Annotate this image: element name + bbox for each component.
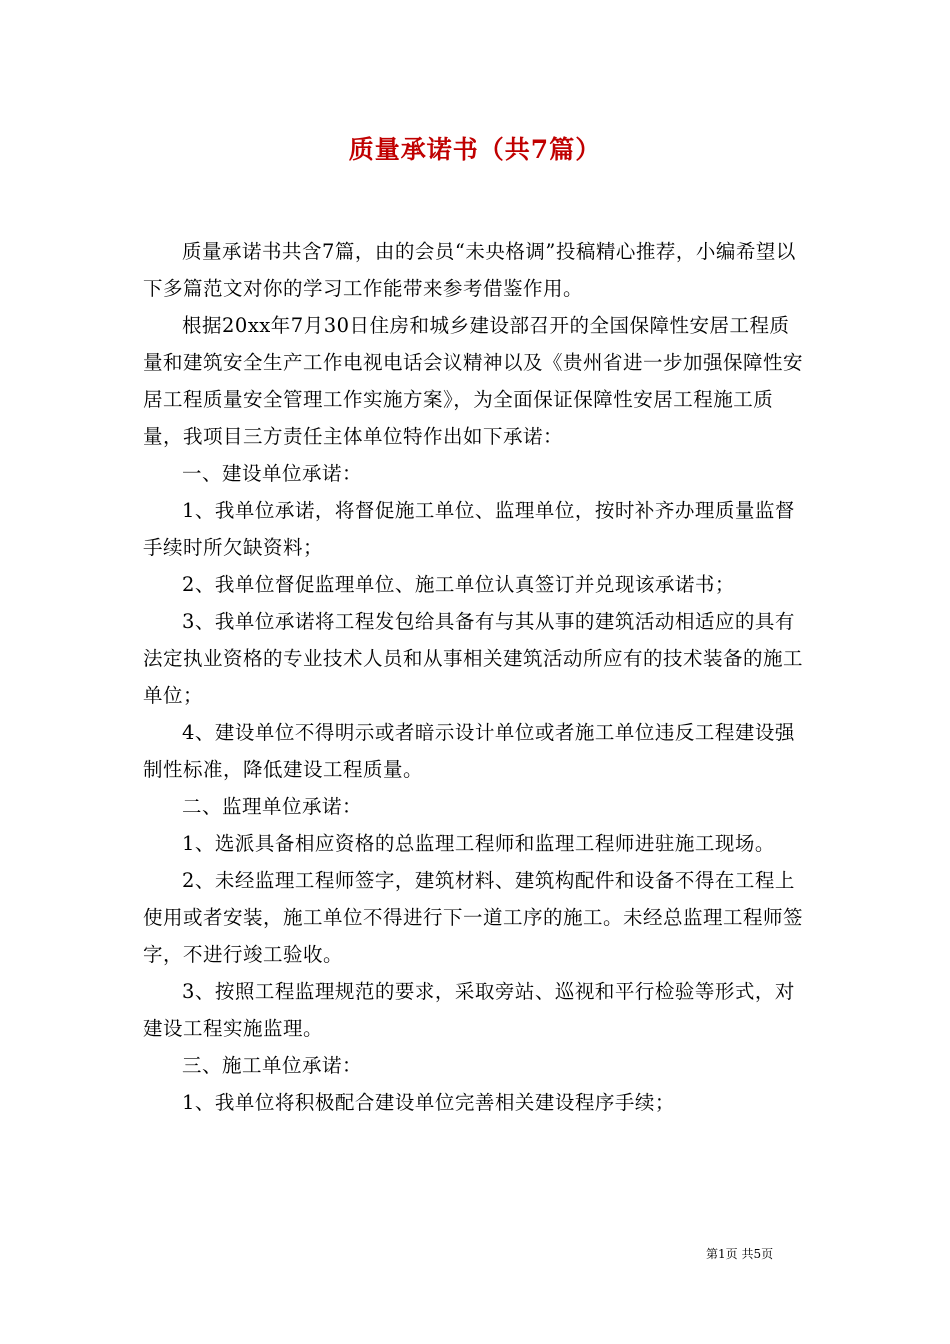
construction-item-4: 4、建设单位不得明示或者暗示设计单位或者施工单位违反工程建设强制性标准，降低建设工程质量。 <box>143 721 795 781</box>
section-heading-contractor-unit: 三、施工单位承诺： <box>182 1054 363 1077</box>
construction-item-3: 3、我单位承诺将工程发包给具备有与其从事的建筑活动相适应的具有法定执业资格的专业技术人员和从事相关建筑活动所应有的技术装备的施工单位； <box>143 610 804 707</box>
contractor-item-1: 1、我单位将积极配合建设单位完善相关建设程序手续； <box>182 1091 675 1114</box>
document-title: 质量承诺书（共7篇） <box>348 135 602 164</box>
document-body <box>143 233 808 1121</box>
section-heading-supervision-unit: 二、监理单位承诺： <box>182 795 363 818</box>
supervision-item-3: 3、按照工程监理规范的要求，采取旁站、巡视和平行检验等形式，对建设工程实施监理。 <box>143 980 795 1040</box>
background-paragraph: 根据20xx年7月30日住房和城乡建设部召开的全国保障性安居工程质量和建筑安全生产工作电视电话会议精神以及《贵州省进一步加强保障性安居工程质量安全管理工作实施方案》，为全面保证保障性安居工程施工质量，我项目三方责任主体单位特作出如下承诺： <box>143 314 804 448</box>
supervision-item-2: 2、未经监理工程师签字，建筑材料、建筑构配件和设备不得在工程上使用或者安装，施工单位不得进行下一道工序的施工。未经总监理工程师签字，不进行竣工验收。 <box>143 869 804 966</box>
construction-item-1: 1、我单位承诺，将督促施工单位、监理单位，按时补齐办理质量监督手续时所欠缺资料； <box>143 499 795 559</box>
construction-item-2: 2、我单位督促监理单位、施工单位认真签订并兑现该承诺书； <box>182 573 735 596</box>
supervision-item-1: 1、选派具备相应资格的总监理工程师和监理工程师进驻施工现场。 <box>182 832 775 855</box>
intro-paragraph: 质量承诺书共含7篇，由的会员“未央格调”投稿精心推荐，小编希望以下多篇范文对你的学习工作能带来参考借鉴作用。 <box>143 240 796 300</box>
section-heading-construction-unit: 一、建设单位承诺： <box>182 462 363 485</box>
page-indicator: 第1页 共5页 <box>706 1247 774 1261</box>
